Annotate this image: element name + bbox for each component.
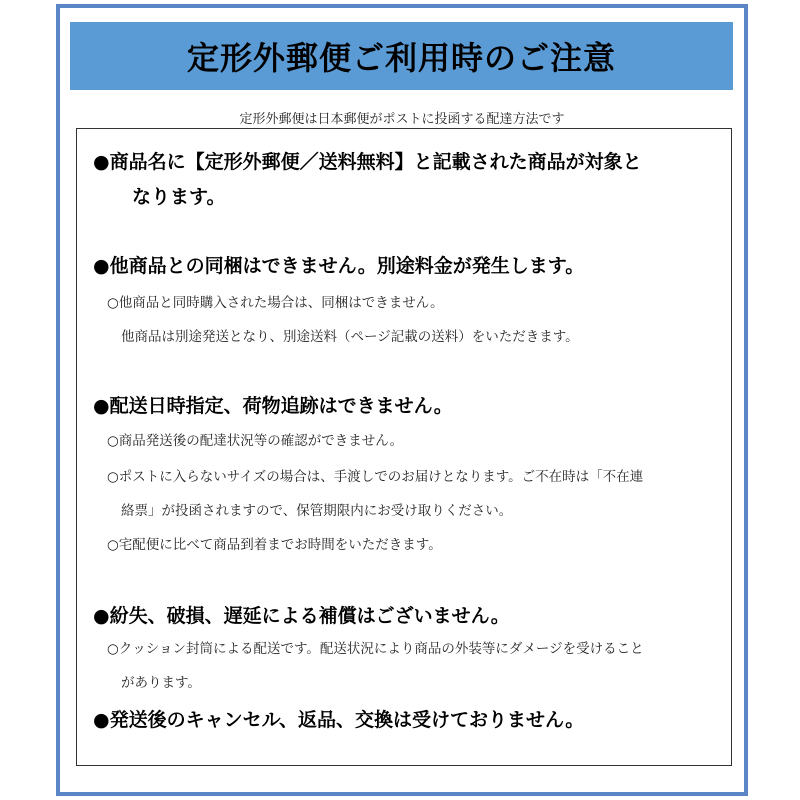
notice-heading-target-cont: なります。 bbox=[132, 186, 226, 208]
notice-text: ○クッション封筒による配送です。配送状況により商品の外装等にダメージを受けること bbox=[107, 641, 644, 657]
notice-text: ○ポストに入らないサイズの場合は、手渡しでのお届けとなります。ご不在時は「不在連 bbox=[107, 469, 644, 485]
notice-frame bbox=[56, 4, 748, 796]
subtitle: 定形外郵便は日本郵便がポストに投函する配達方法です bbox=[239, 112, 565, 127]
notice-text: ○宅配便に比べて商品到着までお時間をいただきます。 bbox=[107, 537, 442, 553]
notice-text: 絡票」が投函されますので、保管期限内にお受け取りください。 bbox=[121, 503, 513, 519]
page-title: 定形外郵便ご利用時のご注意 bbox=[186, 39, 616, 77]
notice-text: ○他商品と同時購入された場合は、同梱はできません。 bbox=[107, 295, 444, 311]
notice-heading-delivery: ●配送日時指定、荷物追跡はできません。 bbox=[93, 395, 453, 417]
notice-heading-bundling: ●他商品との同梱はできません。別途料金が発生します。 bbox=[93, 255, 585, 277]
notice-content bbox=[76, 128, 732, 766]
notice-text: があります。 bbox=[121, 675, 201, 691]
notice-heading-target: ●商品名に【定形外郵便／送料無料】と記載された商品が対象と bbox=[93, 151, 642, 173]
notice-text: ○商品発送後の配達状況等の確認ができません。 bbox=[107, 433, 404, 449]
notice-text: 他商品は別途発送となり、別途送料（ページ記載の送料）をいただきます。 bbox=[121, 329, 579, 345]
title-banner bbox=[70, 22, 733, 90]
notice-heading-cancellation: ●発送後のキャンセル、返品、交換は受けておりません。 bbox=[93, 709, 585, 731]
notice-heading-compensation: ●紛失、破損、遅延による補償はございません。 bbox=[93, 605, 510, 627]
